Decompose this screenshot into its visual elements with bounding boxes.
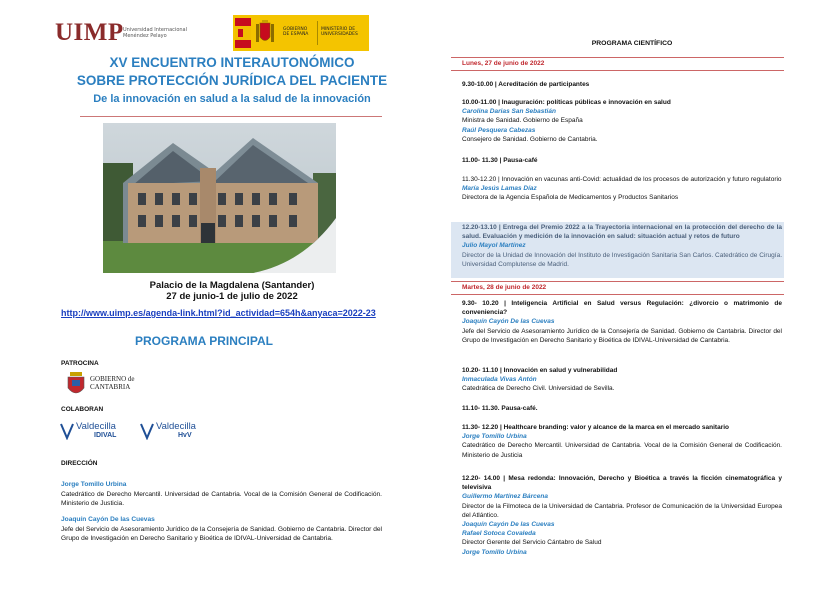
day-divider <box>451 281 784 282</box>
speaker-role: Consejero de Sanidad. Gobierno de Cantabria. <box>462 135 598 143</box>
day-divider <box>451 70 784 71</box>
director-name: Joaquín Cayón De las Cuevas <box>61 516 155 523</box>
valdecilla-idival-name: Valdecilla <box>76 421 116 432</box>
item-heading: 9.30- 10.20 | Inteligencia Artificial en Salud versus Regulación: ¿divorcio o matrimonio de conveniencia? <box>462 300 782 317</box>
ministerio-label: MINISTERIO DE UNIVERSIDADES <box>321 27 358 37</box>
valdecilla-idival-logo <box>60 419 120 443</box>
director-description: Catedrático de Derecho Mercantil. Universidad de Cantabria. Vocal de la Comisión General de Codificación. Ministerio de Justicia. <box>61 490 382 507</box>
day-heading: Lunes, 27 de junio de 2022 <box>462 60 545 67</box>
event-title-line1: XV ENCUENTRO INTERAUTONÓMICO <box>109 55 355 70</box>
cantabria-logo-text: GOBIERNO de CANTABRIA <box>90 375 135 391</box>
director-entry <box>61 515 382 544</box>
gobierno-cantabria-logo <box>66 371 136 399</box>
coat-of-arms-icon <box>255 20 275 46</box>
event-link[interactable]: http://www.uimp.es/agenda-link.html?id_actividad=654h&anyaca=2022-23 <box>61 308 376 318</box>
program-item <box>462 474 782 557</box>
program-item <box>462 98 782 144</box>
speaker-role: Director Gerente del Servicio Cántabro de Salud <box>462 539 602 547</box>
director-entry <box>61 480 382 509</box>
day-heading: Martes, 28 de junio de 2022 <box>462 284 547 291</box>
colaboran-label: COLABORAN <box>61 406 104 413</box>
speaker-name: Julio Mayol Martínez <box>462 242 526 250</box>
speaker-name: Carolina Darias San Sebastián <box>462 108 556 116</box>
program-item <box>462 156 782 165</box>
spain-flag-icon <box>235 18 251 48</box>
direccion-label: DIRECCIÓN <box>61 460 98 467</box>
item-heading: 11.30-12.20 | Innovación en vacunas anti-Covid: actualidad de los procesos de autorización y futuro regulatorio <box>462 176 782 183</box>
speaker-name: Joaquín Cayón De las Cuevas <box>462 521 555 529</box>
item-heading: 11.00- 11.30 | Pausa-café <box>462 157 538 164</box>
programa-cientifico-heading: PROGRAMA CIENTÍFICO <box>591 40 673 47</box>
speaker-role: Directora de la Agencia Española de Medicamentos y Productos Sanitarios <box>462 194 679 202</box>
programa-principal-heading: PROGRAMA PRINCIPAL <box>135 334 273 348</box>
speaker-name: Raúl Pesquera Cabezas <box>462 126 536 134</box>
speaker-name: Rafael Sotoca Covaleda <box>462 530 536 538</box>
item-heading: 12.20-13.10 | Entrega del Premio 2022 a la Trayectoria internacional en la protección del derecho de la salud. Evaluación y medición de la innovación en salud: situación actual y retos de futuro <box>462 224 782 241</box>
day-divider <box>451 57 784 58</box>
program-item-highlighted <box>462 223 782 269</box>
item-heading: 9.30-10.00 | Acreditación de participantes <box>462 81 590 88</box>
speaker-role: Catedrático de Derecho Mercantil. Universidad de Cantabria. Vocal de la Comisión General de Codificación. Ministerio de Justicia <box>462 442 782 459</box>
title-divider <box>80 116 382 117</box>
event-subtitle: De la innovación en salud a la salud de la innovación <box>93 93 371 105</box>
patrocina-label: PATROCINA <box>61 360 99 367</box>
speaker-name: Jorge Tomillo Urbina <box>462 433 527 441</box>
speaker-name: Inmaculada Vivas Antón <box>462 376 537 384</box>
idival-label: IDIVAL <box>94 432 117 439</box>
day-divider <box>451 294 784 295</box>
director-name: Jorge Tomillo Urbina <box>61 481 127 488</box>
valdecilla-hospital-name: Valdecilla <box>156 421 196 432</box>
item-heading: 11.10- 11.30. Pausa-café. <box>462 405 538 412</box>
venue-place: Palacio de la Magdalena (Santander) <box>149 280 315 291</box>
program-item <box>462 299 782 345</box>
speaker-role: Director de la Unidad de Innovación del Instituto de Investigación Sanitaria San Carlos. Catedrático de Cirugía. Universidad Complutense de Madrid. <box>462 251 782 268</box>
uimp-logo <box>55 19 188 49</box>
program-item <box>462 175 782 203</box>
program-item <box>462 423 782 460</box>
item-heading: 11.30- 12.20 | Healthcare branding: valor y alcance de la marca en el mercado sanitario <box>462 424 730 431</box>
speaker-role: Catedrática de Derecho Civil. Universidad de Sevilla. <box>462 385 615 393</box>
item-heading: 10.00-11.00 | Inauguración: políticas públicas e innovación en salud <box>462 99 671 106</box>
gobierno-espana-label: GOBIERNO DE ESPAÑA <box>283 27 309 37</box>
director-description: Jefe del Servicio de Asesoramiento Jurídico de la Consejería de Sanidad. Gobierno de Cantabria. Director del Grupo de Investigación en Derecho Sanitario y Bioética de IDIVAL-Universidad de Cantabria. <box>61 525 382 542</box>
program-item <box>462 404 782 413</box>
logo-divider <box>317 21 318 45</box>
speaker-role: Director de la Filmoteca de la Universidad de Cantabria. Profesor de Comunicación de la Universidad Europea del Atlántico. <box>462 502 782 519</box>
speaker-name: Jorge Tomillo Urbina <box>462 548 527 556</box>
item-heading: 12.20- 14.00 | Mesa redonda: Innovación, Derecho y Bioética a través la ficción cinematográfica y televisiva <box>462 475 782 492</box>
valdecilla-hospital-logo <box>140 419 200 443</box>
uimp-logo-subtitle: Universidad Internacional Menéndez Pelayo <box>123 27 188 39</box>
speaker-name: Guillermo Martínez Bárcena <box>462 493 548 501</box>
gobierno-espana-logo <box>233 15 369 51</box>
speaker-name: María Jesús Lamas Díaz <box>462 185 537 193</box>
program-item <box>462 80 782 89</box>
hvv-label: HvV <box>178 432 192 439</box>
speaker-name: Joaquín Cayón De las Cuevas <box>462 318 555 326</box>
cantabria-shield-icon <box>66 372 86 398</box>
speaker-role: Ministra de Sanidad. Gobierno de España <box>462 117 583 125</box>
item-heading: 10.20- 11.10 | Innovación en salud y vulnerabilidad <box>462 367 618 374</box>
uimp-logo-word: UIMP <box>55 19 124 46</box>
valdecilla-v-icon <box>140 422 154 440</box>
event-title-line2: SOBRE PROTECCIÓN JURÍDICA DEL PACIENTE <box>76 73 388 88</box>
program-item <box>462 366 782 394</box>
palacio-magdalena-photo <box>103 123 336 273</box>
event-dates: 27 de junio-1 de julio de 2022 <box>166 291 298 302</box>
valdecilla-v-icon <box>60 422 74 440</box>
speaker-role: Jefe del Servicio de Asesoramiento Jurídico de la Consejería de Sanidad. Gobierno de Cantabria. Director del Grupo de Investigación en Derecho Sanitario y Bioética de IDIVAL-Universidad de Cantabria. <box>462 327 782 344</box>
